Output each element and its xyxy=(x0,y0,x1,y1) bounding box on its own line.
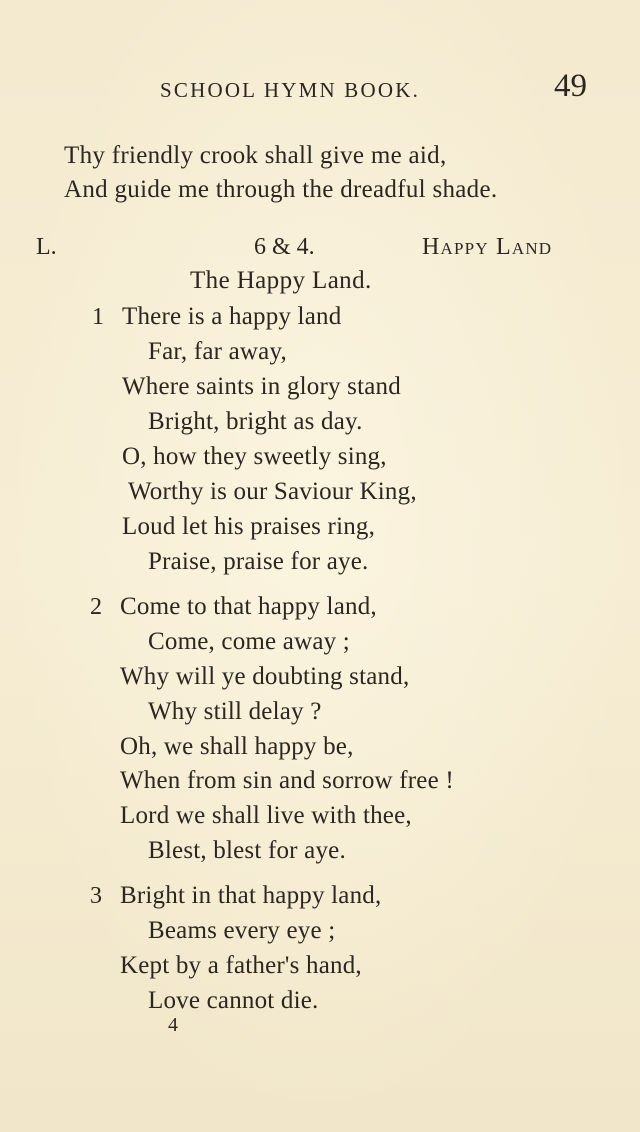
verse-line: When from sin and sorrow free ! xyxy=(120,767,454,794)
verse-line: Why will ye doubting stand, xyxy=(120,663,410,690)
verse-line: Praise, praise for aye. xyxy=(148,548,369,575)
verse-line: There is a happy land xyxy=(122,303,342,330)
hymn-meter: 6 & 4. xyxy=(254,234,315,260)
verse-line: Oh, we shall happy be, xyxy=(120,733,354,760)
previous-hymn-line: And guide me through the dreadful shade. xyxy=(64,176,498,203)
stanza-number: 2 xyxy=(90,594,102,620)
hymn-tune: Happy Land xyxy=(422,234,553,260)
verse-line: Loud let his praises ring, xyxy=(122,513,376,540)
hymn-number: L. xyxy=(36,234,57,260)
previous-hymn-line: Thy friendly crook shall give me aid, xyxy=(64,142,447,169)
verse-line: Why still delay ? xyxy=(148,698,322,725)
stanza-number: 3 xyxy=(90,883,102,909)
verse-line: Lord we shall live with thee, xyxy=(120,802,412,829)
verse-line: Bright, bright as day. xyxy=(148,408,363,435)
verse-line: Blest, blest for aye. xyxy=(148,837,346,864)
verse-line: Love cannot die. xyxy=(148,987,319,1014)
hymn-title: The Happy Land. xyxy=(190,267,372,294)
verse-line: O, how they sweetly sing, xyxy=(122,443,387,470)
verse-line: Kept by a father's hand, xyxy=(120,952,362,979)
verse-line: Worthy is our Saviour King, xyxy=(128,478,417,505)
running-head: SCHOOL HYMN BOOK. xyxy=(160,78,421,102)
verse-line: Come, come away ; xyxy=(148,628,350,655)
verse-line: Come to that happy land, xyxy=(120,593,377,620)
stanza-number: 1 xyxy=(92,304,104,330)
verse-line: Far, far away, xyxy=(148,338,287,365)
verse-line: Bright in that happy land, xyxy=(120,882,382,909)
verse-line: Where saints in glory stand xyxy=(122,373,401,400)
page-number: 49 xyxy=(554,68,587,104)
signature-mark: 4 xyxy=(168,1014,178,1036)
verse-line: Beams every eye ; xyxy=(148,917,336,944)
